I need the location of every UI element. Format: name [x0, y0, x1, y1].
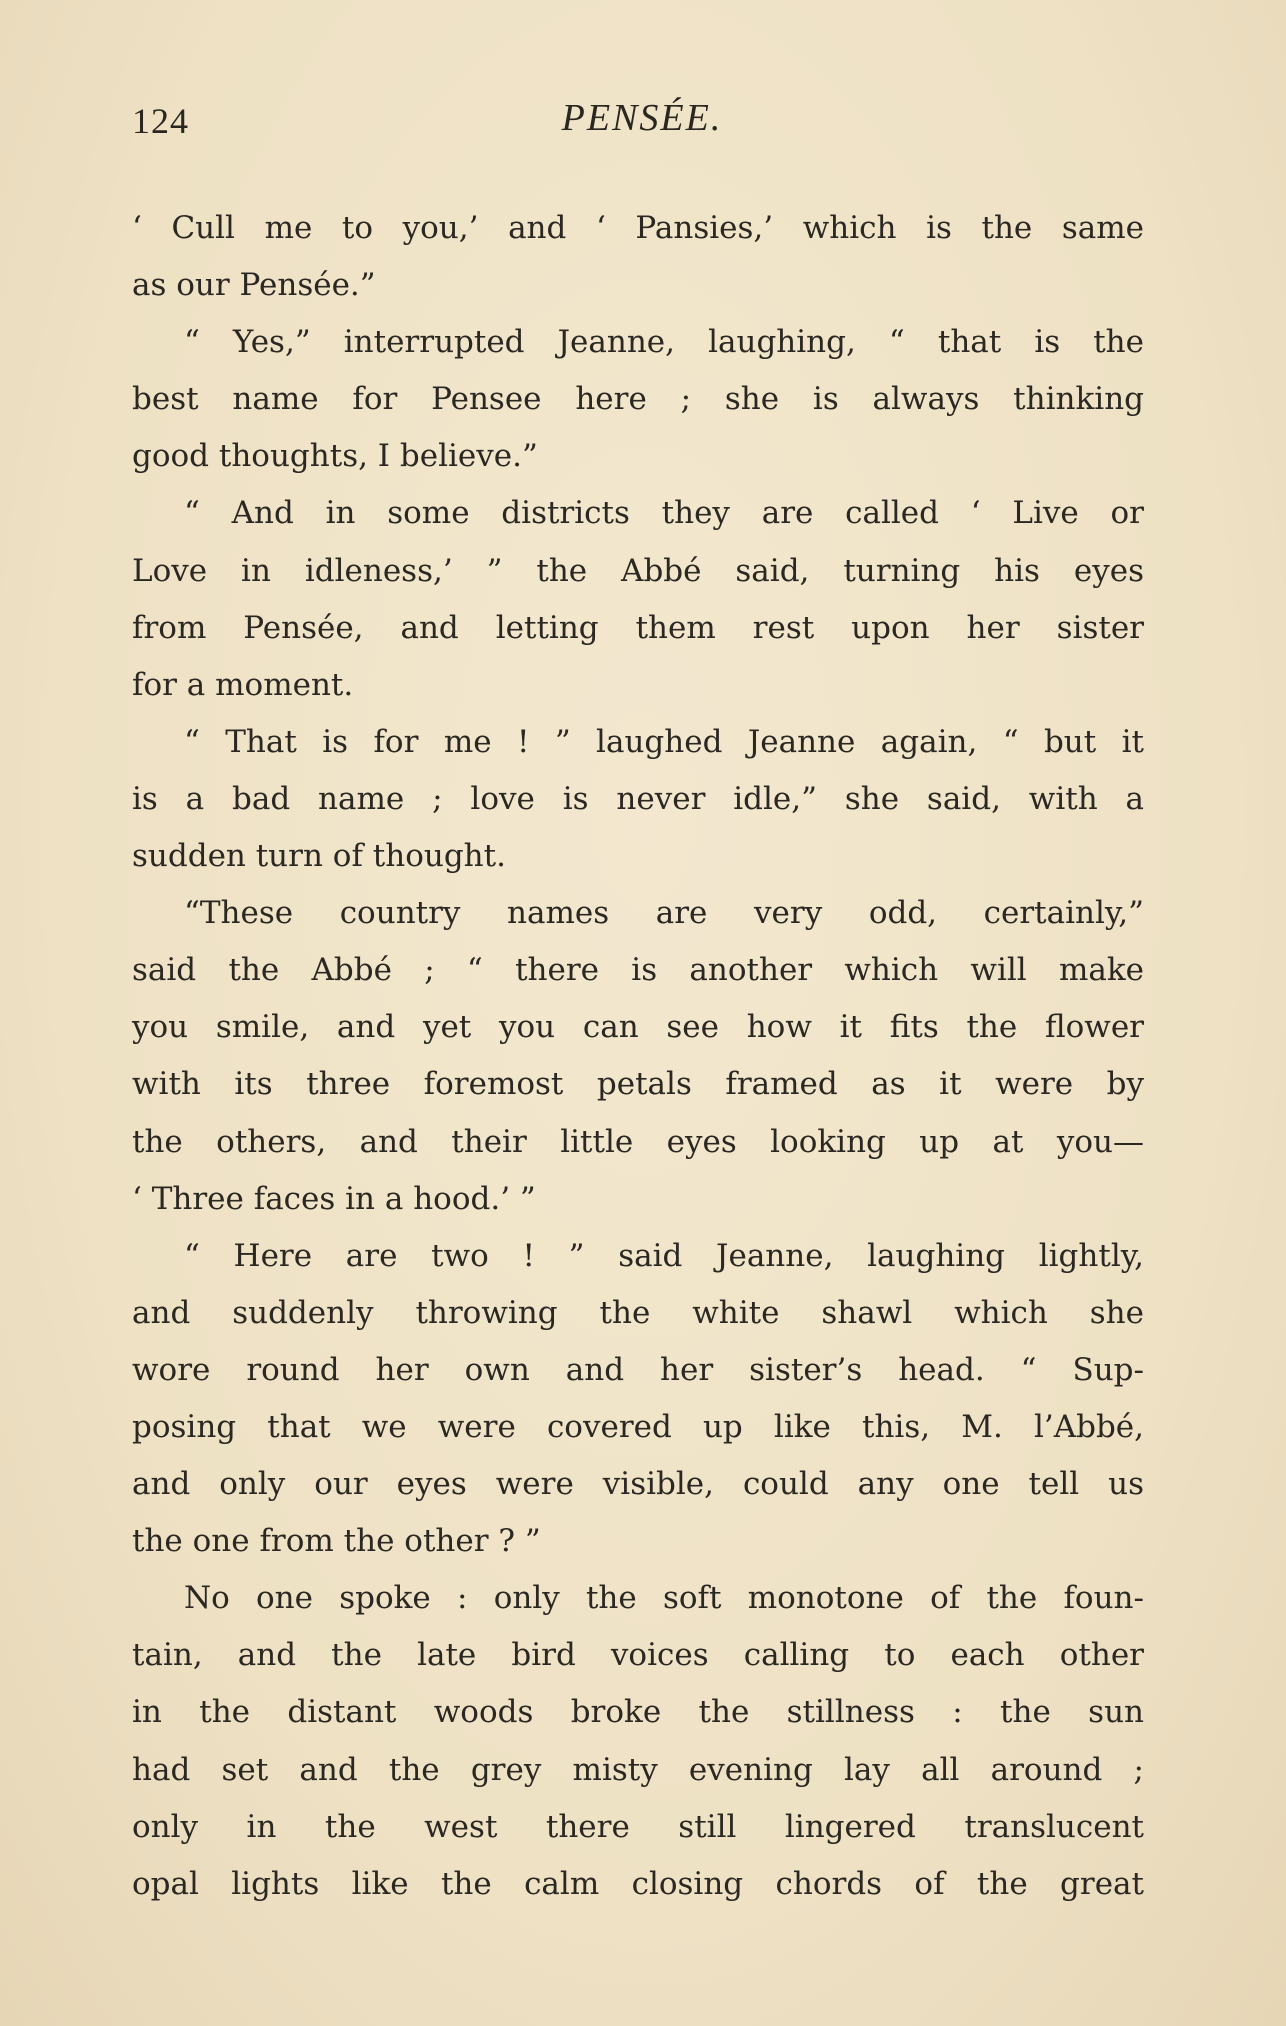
text-line: and only our eyes were visible, could any one tell us — [132, 1466, 1144, 1503]
text-line: you smile, and yet you can see how it fits the flower — [132, 1009, 1144, 1046]
text-line: tain, and the late bird voices calling to each other — [132, 1637, 1144, 1674]
text-line: ‘ Cull me to you,’ and ‘ Pansies,’ which is the same — [132, 210, 1144, 246]
text-line: ‘ Three faces in a hood.’ ” — [132, 1180, 536, 1217]
text-line: said the Abbé ; “ there is another which will make — [132, 952, 1144, 989]
text-line: “ And in some districts they are called ‘ Live or — [184, 495, 1144, 532]
text-line: No one spoke : only the soft monotone of the foun- — [184, 1580, 1144, 1617]
text-line: with its three foremost petals framed as it were by — [132, 1066, 1144, 1103]
text-line: posing that we were covered up like this, M. l’Abbé, — [132, 1408, 1144, 1445]
text-line: opal lights like the calm closing chords of the great — [132, 1865, 1144, 1902]
text-line: “ Here are two ! ” said Jeanne, laughing lightly, — [184, 1237, 1144, 1274]
text-line: sudden turn of thought. — [132, 838, 506, 875]
text-line: the one from the other ? ” — [132, 1523, 541, 1560]
page-number: 124 — [132, 101, 189, 141]
page-header — [132, 96, 1152, 156]
text-line: is a bad name ; love is never idle,” she said, with a — [132, 780, 1144, 817]
text-line: best name for Pensee here ; she is always thinking — [132, 381, 1144, 418]
text-line: and suddenly throwing the white shawl which she — [132, 1294, 1144, 1331]
text-line: “These country names are very odd, certainly,” — [184, 895, 1144, 932]
text-line: from Pensée, and letting them rest upon her sister — [132, 609, 1144, 646]
body-text — [132, 200, 1144, 1913]
text-line: Love in idleness,’ ” the Abbé said, turning his eyes — [132, 552, 1144, 589]
text-line: in the distant woods broke the stillness : the sun — [132, 1694, 1144, 1731]
text-line: wore round her own and her sister’s head. “ Sup- — [132, 1351, 1144, 1388]
text-line: for a moment. — [132, 666, 354, 703]
text-line: only in the west there still lingered translucent — [132, 1808, 1144, 1845]
text-line: the others, and their little eyes looking up at you— — [132, 1123, 1144, 1160]
text-line: “ That is for me ! ” laughed Jeanne again, “ but it — [184, 723, 1144, 760]
text-line: good thoughts, I believe.” — [132, 438, 538, 475]
text-line: had set and the grey misty evening lay all around ; — [132, 1751, 1144, 1788]
text-line: “ Yes,” interrupted Jeanne, laughing, “ that is the — [184, 324, 1144, 361]
running-title: PENSÉE. — [561, 97, 723, 139]
text-line: as our Pensée.” — [132, 267, 376, 304]
